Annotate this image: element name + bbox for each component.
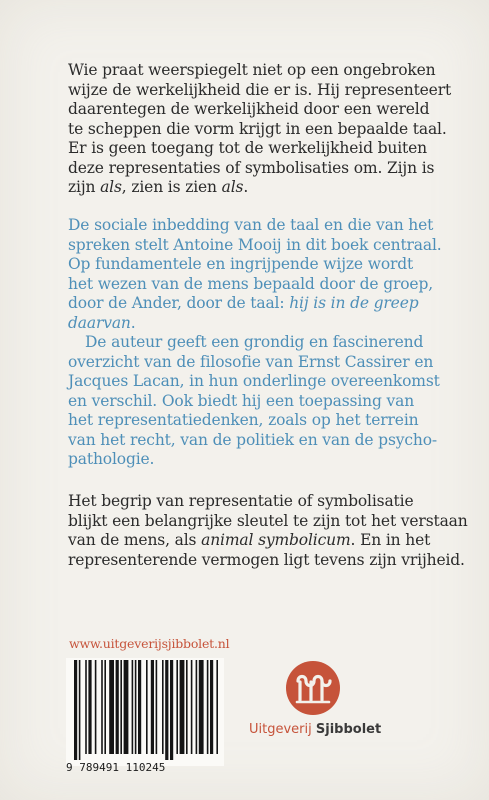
barcode-bar	[88, 660, 91, 754]
text-line: van het recht, van de politiek en van de psycho-	[68, 430, 438, 449]
text-line: De sociale inbedding van de taal en die van het	[68, 216, 434, 234]
barcode-bar	[79, 660, 81, 760]
text-line: te scheppen die vorm krijgt in een bepaalde taal.	[68, 119, 447, 138]
text-segment: door de Ander, door de taal:	[68, 294, 290, 312]
barcode-bar	[109, 660, 114, 754]
barcode-bar	[207, 660, 209, 754]
barcode-bar	[120, 660, 122, 754]
text-line: deze representaties of symbolisaties om. Zijn is	[68, 158, 435, 177]
text-line: pathologie.	[68, 450, 155, 468]
barcode-bar	[116, 660, 119, 754]
barcode-bar	[85, 660, 87, 754]
barcode-bar	[101, 660, 103, 754]
barcode-bar	[191, 660, 193, 754]
text-segment: . En in het	[350, 531, 431, 549]
italic-text: animal symbolicum	[201, 531, 351, 549]
text-segment: .	[130, 313, 136, 332]
sjibbolet-logo-icon	[285, 660, 341, 716]
text-line: het wezen van de mens bepaald door de groep,	[68, 274, 433, 293]
text-line	[68, 294, 468, 314]
italic-text: als	[100, 178, 122, 196]
barcode-bar	[156, 660, 158, 754]
text-line: wijze de werkelijkheid die er is. Hij representeert	[68, 80, 452, 99]
barcode-bar	[151, 660, 154, 754]
text-line: Er is geen toegang tot de werkelijkheid buiten	[68, 139, 427, 157]
text-line: daarentegen de werkelijkheid door een wereld	[68, 100, 430, 118]
barcode-bar	[186, 660, 188, 754]
text-line: het representatiedenken, zoals op het terrein	[68, 411, 419, 429]
barcode-bar	[104, 660, 106, 754]
barcode-bar	[74, 660, 77, 760]
text-line: De auteur geeft een grondig en fascinerend	[85, 333, 424, 351]
publisher-name-part1: Uitgeverij	[249, 722, 312, 737]
text-line: blijkt een belangrijke sleutel te zijn tot het verstaan	[68, 511, 468, 530]
text-line: Op fundamentele en ingrijpende wijze wordt	[68, 255, 414, 273]
isbn-digits: 9 789491 110245	[66, 761, 166, 774]
blurb-closing-paragraph	[68, 492, 468, 570]
barcode-bar	[196, 660, 198, 754]
isbn-barcode	[66, 658, 224, 774]
publisher-website: www.uitgeverijsjibbolet.nl	[69, 636, 230, 651]
text-line: representerende vermogen ligt tevens zijn vrijheid.	[68, 550, 465, 569]
barcode-bar	[170, 660, 173, 760]
barcode-bar	[124, 660, 129, 754]
italic-text: daarvan	[68, 313, 131, 332]
barcode-bar	[216, 660, 218, 754]
blurb-about-paragraph	[68, 216, 468, 470]
barcode-bar	[165, 660, 168, 760]
barcode-bar	[176, 660, 178, 754]
publisher-name-part2: Sjibbolet	[315, 722, 382, 737]
text-line: Jacques Lacan, in hun onderlinge overeenkomst	[68, 372, 440, 390]
barcode-bar	[199, 660, 204, 754]
italic-text: hij is in de greep	[289, 294, 419, 312]
barcode-bar	[210, 660, 213, 754]
text-line	[68, 531, 468, 551]
text-segment: van de mens, als	[68, 531, 202, 549]
text-line: spreken stelt Antoine Mooij in dit boek centraal.	[68, 235, 442, 254]
publisher-name	[249, 722, 381, 737]
text-line	[68, 178, 468, 198]
barcode-bar	[95, 660, 97, 754]
barcode-bar	[138, 660, 141, 754]
blurb-intro-paragraph	[68, 61, 468, 198]
barcode-bar	[132, 660, 134, 754]
barcode-bar	[180, 660, 185, 754]
barcode-bars	[66, 658, 224, 762]
text-line: Het begrip van representatie of symbolisatie	[68, 492, 414, 510]
barcode-bar	[146, 660, 148, 754]
text-line: overzicht van de filosofie van Ernst Cassirer en	[68, 352, 434, 371]
text-line	[68, 314, 468, 334]
italic-text: als	[221, 178, 244, 196]
text-segment: , zien is zien	[121, 178, 222, 196]
barcode-bar	[162, 660, 164, 754]
text-segment: zijn	[68, 178, 101, 196]
barcode-bar	[135, 660, 137, 754]
text-line: en verschil. Ook biedt hij een toepassing van	[68, 391, 415, 410]
text-segment: .	[243, 178, 249, 196]
text-line: Wie praat weerspiegelt niet op een ongebroken	[68, 61, 436, 79]
